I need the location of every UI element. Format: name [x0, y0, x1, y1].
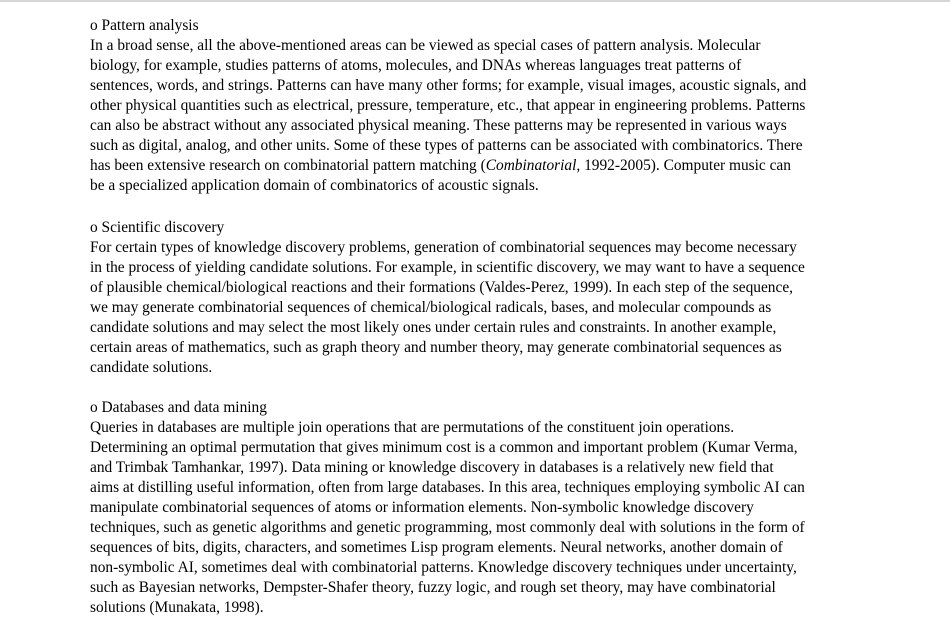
- paragraph-line: non-symbolic AI, sometimes deal with combinatorial patterns. Knowledge discovery techniques under uncertainty,: [90, 559, 797, 576]
- paragraph-line: of plausible chemical/biological reactions and their formations (Valdes-Perez, 1999). In each step of the sequence,: [90, 279, 794, 296]
- paragraph-line: candidate solutions.: [90, 359, 213, 376]
- paragraph-line: manipulate combinatorial sequences of atoms or information elements. Non-symbolic knowledge discovery: [90, 499, 754, 516]
- paragraph-line: sentences, words, and strings. Patterns can have many other forms; for example, visual images, acoustic signals, and: [90, 77, 807, 94]
- paragraph-line: For certain types of knowledge discovery problems, generation of combinatorial sequences may become necessary: [90, 239, 797, 256]
- section-heading: o Databases and data mining: [90, 399, 267, 416]
- paragraph-line: aims at distilling useful information, often from large databases. In this area, techniques employing symbolic AI can: [90, 479, 805, 496]
- paragraph-line: [90, 156, 791, 176]
- paragraph-line: be a specialized application domain of combinatorics of acoustic signals.: [90, 177, 539, 194]
- paragraph-line: such as digital, analog, and other units. Some of these types of patterns can be associated with combinatorics. There: [90, 137, 803, 154]
- paragraph-line: In a broad sense, all the above-mentioned areas can be viewed as special cases of pattern analysis. Molecular: [90, 37, 761, 54]
- paragraph-text: 1992-2005). Computer music can: [580, 157, 791, 174]
- paragraph-line: and Trimbak Tamhankar, 1997). Data mining or knowledge discovery in databases is a relatively new field that: [90, 459, 774, 476]
- citation-italic: Combinatorial,: [485, 157, 581, 174]
- paragraph-line: techniques, such as genetic algorithms and genetic programming, most commonly deal with solutions in the form of: [90, 519, 805, 536]
- paragraph-line: certain areas of mathematics, such as graph theory and number theory, may generate combinatorial sequences as: [90, 339, 782, 356]
- paragraph-line: can also be abstract without any associated physical meaning. These patterns may be represented in various ways: [90, 117, 787, 134]
- paragraph-line: sequences of bits, digits, characters, and sometimes Lisp program elements. Neural networks, another domain of: [90, 539, 783, 556]
- paragraph-line: biology, for example, studies patterns of atoms, molecules, and DNAs whereas languages treat patterns of: [90, 57, 742, 74]
- section-heading: o Scientific discovery: [90, 219, 225, 236]
- paragraph-line: Queries in databases are multiple join operations that are permutations of the constituent join operations.: [90, 419, 735, 436]
- paragraph-line: solutions (Munakata, 1998).: [90, 599, 264, 616]
- paragraph-line: other physical quantities such as electrical, pressure, temperature, etc., that appear in engineering problems. Patterns: [90, 97, 806, 114]
- paragraph-line: in the process of yielding candidate solutions. For example, in scientific discovery, we may want to have a sequence: [90, 259, 805, 276]
- paragraph-line: we may generate combinatorial sequences of chemical/biological radicals, bases, and molecular compounds as: [90, 299, 772, 316]
- paragraph-line: such as Bayesian networks, Dempster-Shafer theory, fuzzy logic, and rough set theory, may have combinatorial: [90, 579, 776, 596]
- paragraph-text: has been extensive research on combinatorial pattern matching (: [90, 157, 486, 174]
- paragraph-line: Determining an optimal permutation that gives minimum cost is a common and important problem (Kumar Verma,: [90, 439, 798, 456]
- paragraph-line: candidate solutions and may select the most likely ones under certain rules and constraints. In another example,: [90, 319, 777, 336]
- section-heading: o Pattern analysis: [90, 17, 199, 34]
